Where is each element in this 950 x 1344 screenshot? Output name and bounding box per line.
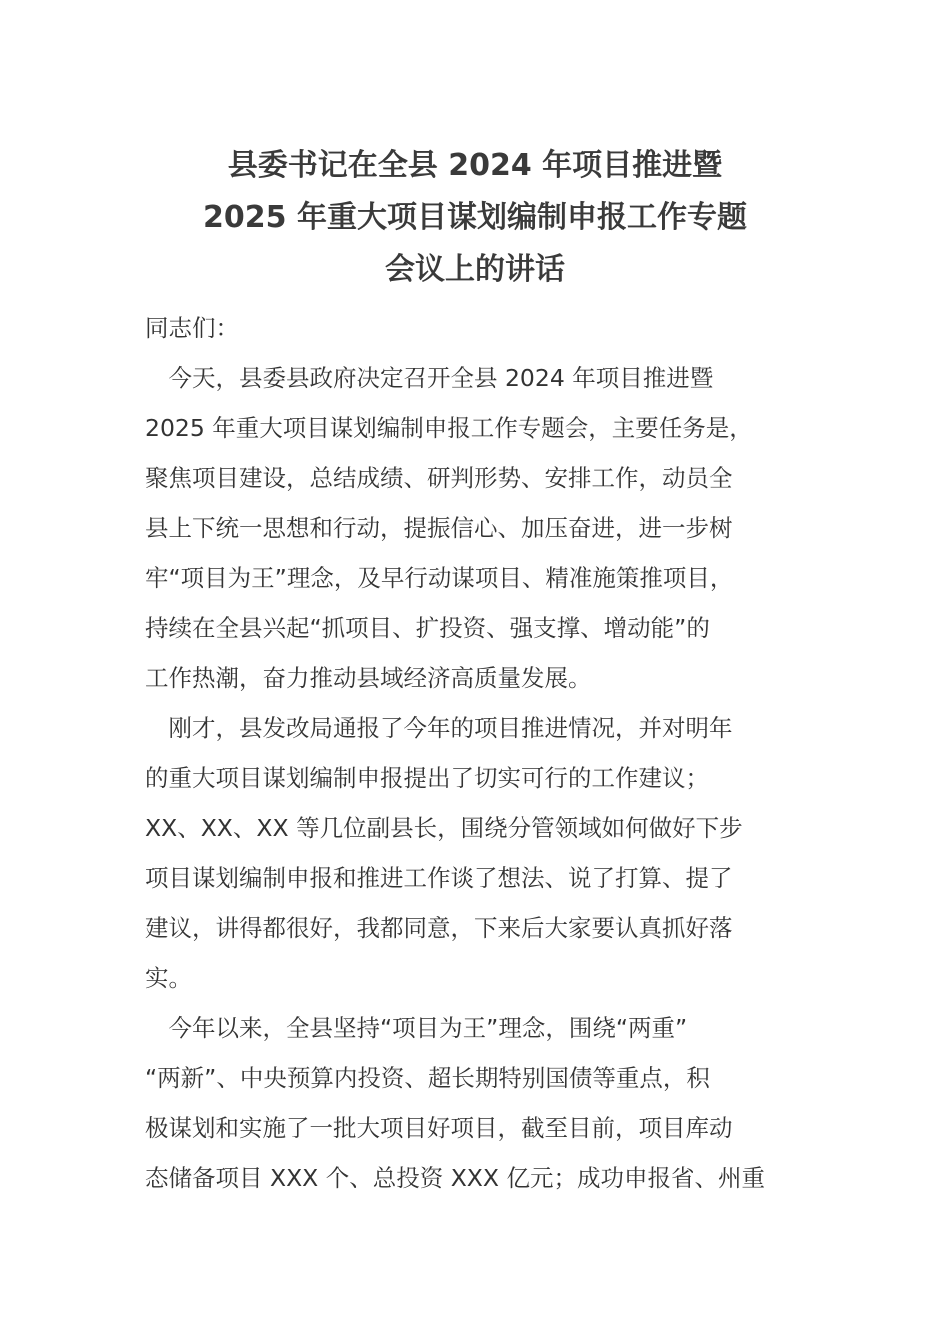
text-line: 的重大项目谋划编制申报提出了切实可行的工作建议； (145, 764, 709, 792)
text-line: 持续在全县兴起“抓项目、扩投资、强支撑、增动能”的 (145, 614, 710, 642)
text-line: 项目谋划编制申报和推进工作谈了想法、说了打算、提了 (145, 864, 733, 892)
text-line: 极谋划和实施了一批大项目好项目，截至目前，项目库动 (145, 1114, 733, 1142)
text-line: 聚焦项目建设，总结成绩、研判形势、安排工作，动员全 (145, 464, 733, 492)
text-line: 实。 (145, 964, 192, 992)
paragraph-review (145, 703, 815, 1003)
speech-body (145, 303, 815, 1203)
text-line: 县上下统一思想和行动，提振信心、加压奋进，进一步树 (145, 514, 733, 542)
paragraph-progress (145, 1003, 815, 1203)
title-line: 县委书记在全县 2024 年项目推进暨 (227, 148, 723, 183)
text-line: 今年以来，全县坚持“项目为王”理念，围绕“两重” (145, 1014, 688, 1042)
text-line: 刚才，县发改局通报了今年的项目推进情况，并对明年 (145, 714, 733, 742)
text-line: XX、XX、XX 等几位副县长，围绕分管领域如何做好下步 (145, 814, 743, 842)
speech-title (145, 140, 805, 296)
text-line: 牢“项目为王”理念，及早行动谋项目、精准施策推项目， (145, 564, 734, 592)
paragraph-opening (145, 353, 815, 703)
text-line: 建议，讲得都很好，我都同意，下来后大家要认真抓好落 (145, 914, 733, 942)
salutation: 同志们： (145, 314, 239, 342)
text-line: 工作热潮，奋力推动县域经济高质量发展。 (145, 664, 592, 692)
title-line: 会议上的讲话 (385, 252, 565, 287)
text-line: 今天，县委县政府决定召开全县 2024 年项目推进暨 (145, 364, 714, 392)
title-line: 2025 年重大项目谋划编制申报工作专题 (203, 200, 747, 235)
text-line: 态储备项目 XXX 个、总投资 XXX 亿元；成功申报省、州重 (145, 1164, 765, 1192)
text-line: “两新”、中央预算内投资、超长期特别国债等重点，积 (145, 1064, 710, 1092)
text-line: 2025 年重大项目谋划编制申报工作专题会，主要任务是， (145, 414, 753, 442)
